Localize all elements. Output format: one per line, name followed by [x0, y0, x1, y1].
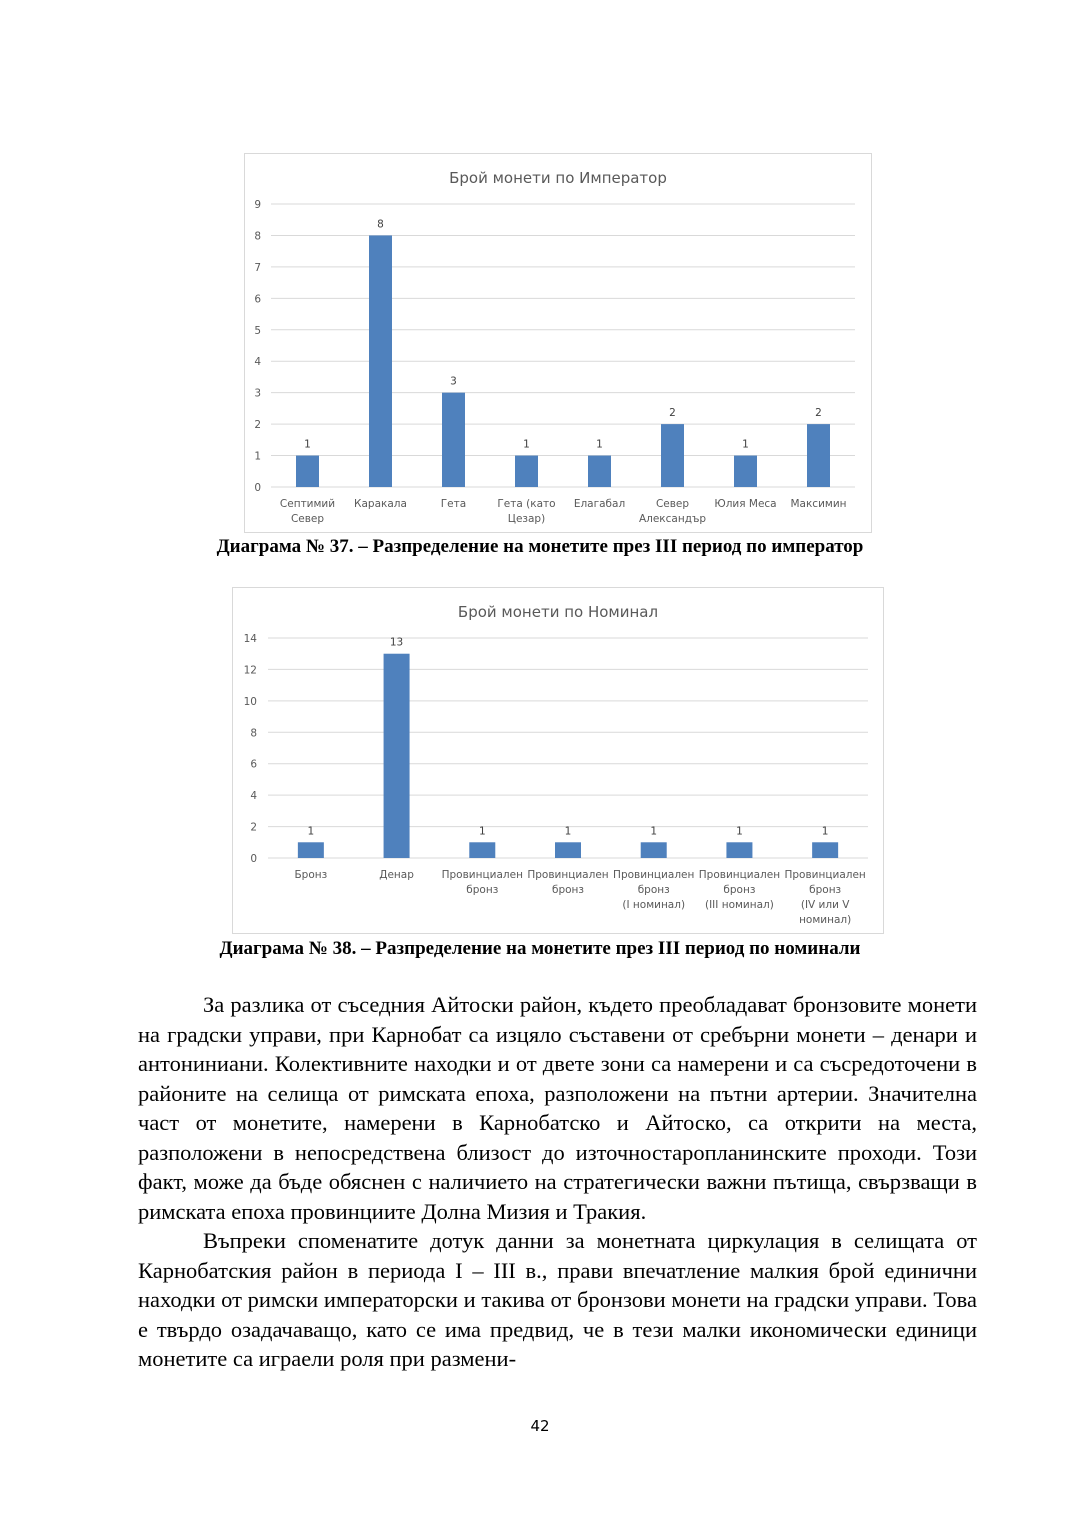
- data-label: 1: [596, 438, 603, 451]
- bar: [812, 842, 838, 858]
- category-label: Север Александър: [638, 498, 707, 525]
- y-tick-label: 14: [243, 633, 257, 645]
- data-label: 13: [389, 636, 404, 649]
- y-tick-label: 1: [254, 450, 261, 463]
- y-tick-label: 0: [254, 482, 261, 494]
- y-tick-label: 12: [243, 664, 257, 677]
- bar: [726, 842, 752, 858]
- chart-1-caption: Диаграма № 37. – Разпределение на монетите през III период по император: [216, 536, 864, 557]
- bar: [555, 842, 581, 858]
- data-label: 2: [669, 407, 676, 420]
- y-tick-label: 9: [254, 199, 261, 211]
- category-label: Максимин: [790, 498, 847, 510]
- y-tick-label: 3: [254, 387, 261, 400]
- chart-2-svg: [233, 588, 883, 933]
- category-label: Септимий Север: [279, 498, 336, 525]
- category-label: Юлия Меса: [714, 498, 777, 510]
- chart-coins-by-emperor: [244, 153, 872, 533]
- data-label: 1: [650, 825, 658, 838]
- data-label: 1: [736, 825, 743, 838]
- y-tick-label: 4: [250, 790, 257, 803]
- chart-title: Брой монети по Номинал: [457, 603, 659, 621]
- y-tick-label: 2: [254, 419, 261, 432]
- paragraph-1: За разлика от съседния Айтоски район, където преобладават бронзовите монети на градски управи, при Карнобат са изцяло съставени от сребърни монети – денари и антониниани. Колективните находки и от двете зони са намерени и са съсредоточени в районите на селища от римската епоха, разположени на пътни артерии. Значителна част от монетите, намерени в Карнобатско и Айтоско, са открити на места, разположени в непосредствена близост до източностаропланинските проходи. Този факт, може да бъде обяснен с наличието на стратегически важни пътища, свързващи в римската епоха провинциите Долна Мизия и Тракия.: [138, 992, 977, 1224]
- y-tick-label: 4: [254, 356, 261, 369]
- category-label: Бронз: [294, 869, 328, 881]
- bar: [296, 456, 319, 487]
- y-tick-label: 8: [250, 727, 257, 740]
- bar: [661, 424, 684, 487]
- data-label: 1: [478, 825, 486, 838]
- y-tick-label: 7: [254, 261, 261, 274]
- bar: [515, 456, 538, 487]
- data-label: 1: [307, 825, 315, 838]
- bar: [807, 424, 830, 487]
- page-number: 42: [530, 1417, 550, 1435]
- y-tick-label: 2: [250, 821, 257, 834]
- chart-title: Брой монети по Император: [449, 169, 667, 187]
- data-label: 2: [815, 407, 822, 420]
- bar: [384, 654, 410, 858]
- category-label: Провинциален бронз: [527, 869, 609, 896]
- bar: [588, 456, 611, 487]
- y-tick-label: 0: [250, 853, 257, 865]
- category-label: Денар: [379, 869, 414, 881]
- category-label: Провинциален бронз: [441, 869, 523, 896]
- y-tick-label: 5: [254, 324, 261, 337]
- y-tick-label: 6: [250, 758, 257, 771]
- category-label: Гета (като Цезар): [497, 498, 556, 525]
- chart-2-caption: Диаграма № 38. – Разпределение на монетите през III период по номинали: [219, 938, 861, 959]
- bar: [442, 393, 465, 487]
- bar: [298, 842, 324, 858]
- bar: [369, 235, 392, 487]
- paragraph-2: Въпреки споменатите дотук данни за монетната циркулация в селищата от Карнобатския район в периода I – III в., прави впечатление малкия брой единични находки от римски императорски и такива от бронзови монети на градски управи. Това е твърдо озадачаващо, като се има предвид, че в тези малки икономически единици монетите са играели роля при размени-: [138, 1228, 977, 1371]
- category-label: Провинциален бронз (III номинал): [698, 869, 781, 911]
- data-label: 1: [304, 438, 311, 451]
- category-label: Провинциален бронз (I номинал): [613, 869, 695, 911]
- y-tick-label: 10: [243, 695, 257, 708]
- data-label: 1: [564, 825, 572, 838]
- data-label: 8: [377, 218, 384, 231]
- data-label: 1: [742, 438, 749, 451]
- category-label: Гета: [440, 498, 467, 510]
- data-label: 1: [821, 825, 829, 838]
- chart-coins-by-denomination: [232, 587, 884, 934]
- chart-1-svg: [245, 154, 871, 532]
- data-label: 1: [523, 438, 530, 451]
- category-label: Провинциален бронз (IV или V номинал): [784, 869, 866, 926]
- body-text: [138, 990, 977, 1374]
- y-tick-label: 6: [254, 293, 261, 306]
- bar: [641, 842, 667, 858]
- category-label: Каракала: [354, 498, 407, 510]
- bar: [734, 456, 757, 487]
- category-label: Елагабал: [573, 498, 626, 510]
- y-tick-label: 8: [254, 230, 261, 243]
- data-label: 3: [450, 375, 457, 388]
- bar: [469, 842, 495, 858]
